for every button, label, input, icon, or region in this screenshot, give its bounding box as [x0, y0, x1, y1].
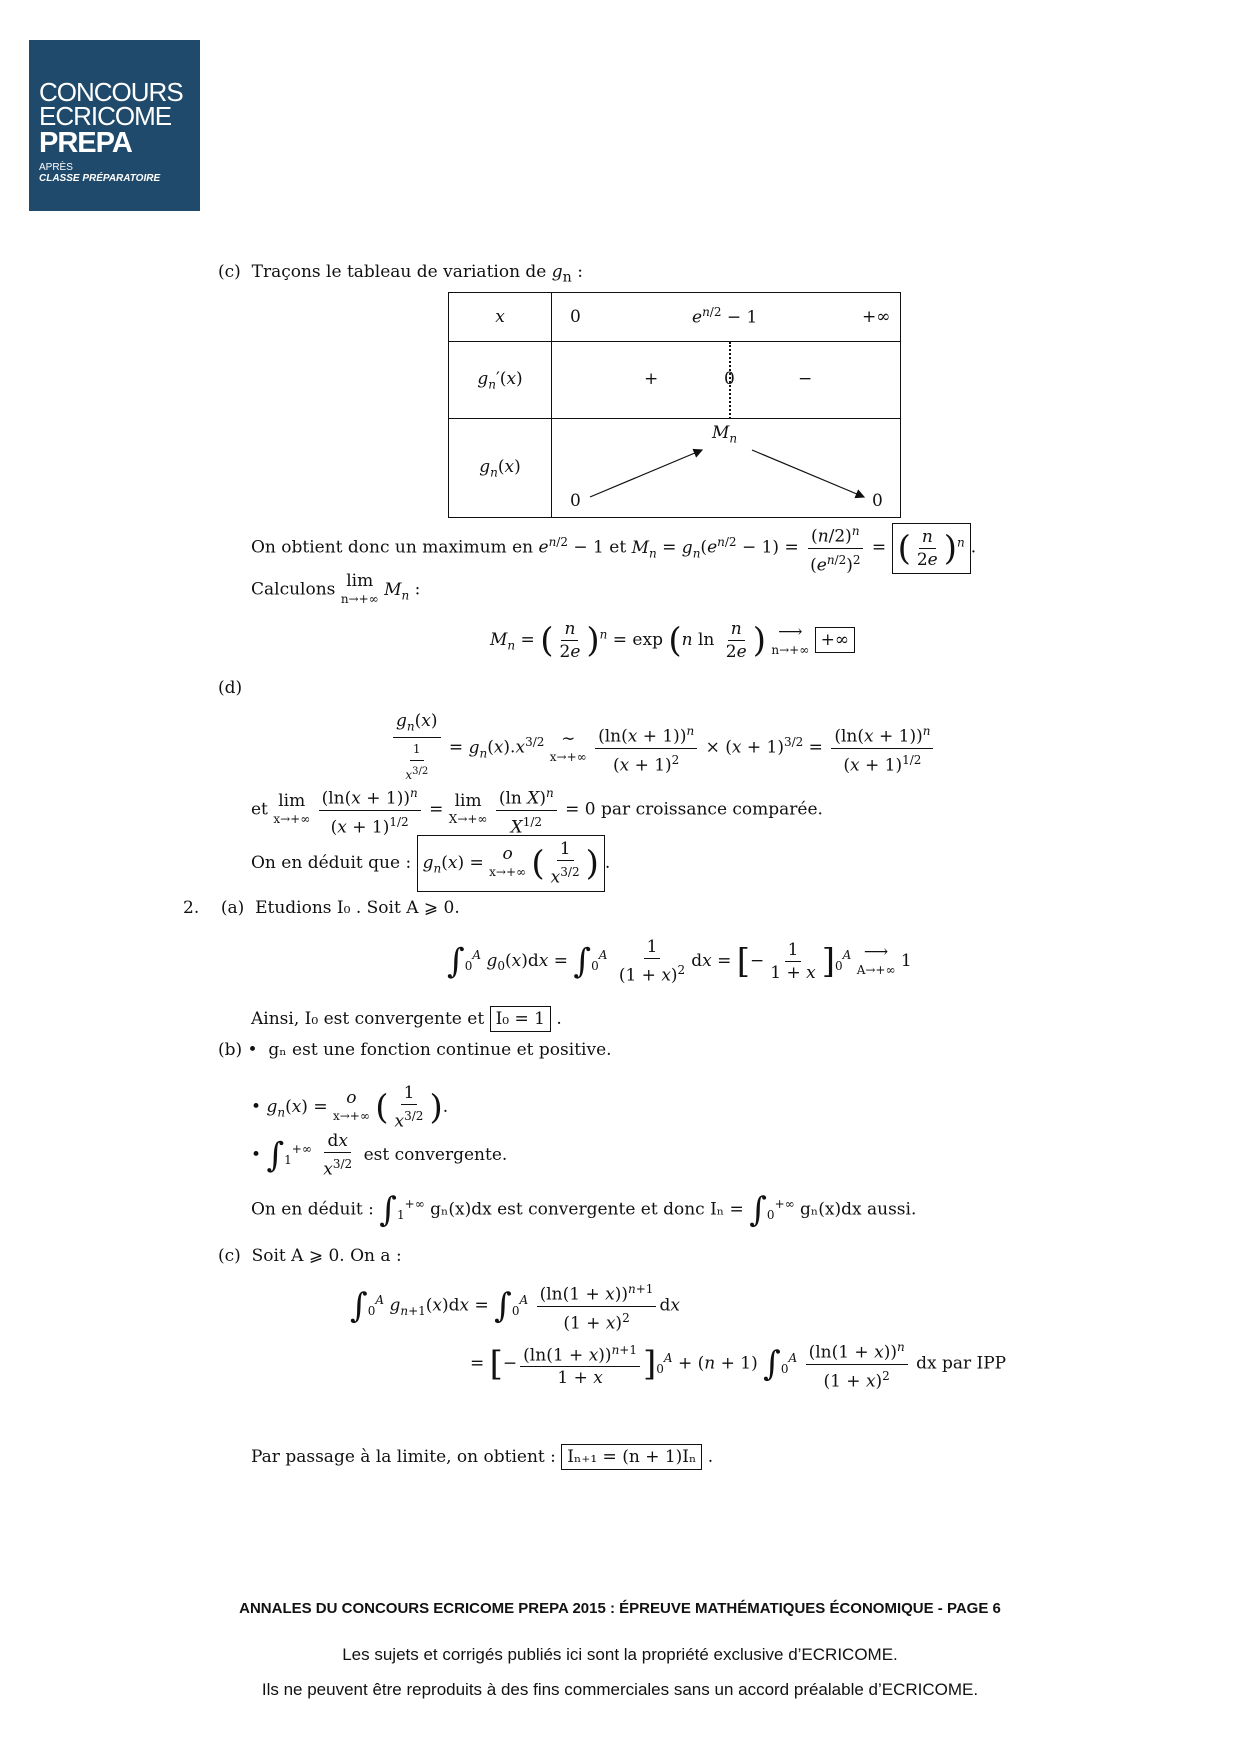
variation-arrows — [552, 419, 902, 518]
x-value: 0 — [570, 307, 581, 327]
table-row-label: $g_n(x)$ — [449, 419, 552, 518]
label: (c) — [218, 1246, 241, 1266]
lim: lim — [346, 571, 374, 591]
text: gₙ est une fonction continue et positive. — [268, 1040, 612, 1060]
text: On obtient donc un maximum en — [251, 537, 534, 558]
var: g — [551, 262, 563, 282]
ipp-line2: = [− $\frac{(\ln(1 + x))^{n+1}}{1 + x}$ ]$_0^A + (n + 1)$ $\int_0^A$ $\frac{(\ln(1 + x))^n}{(1 + x)^2}$ dx par IPP — [470, 1336, 1006, 1392]
footer-title: ANNALES DU CONCOURS ECRICOME PREPA 2015 : ÉPREUVE MATHÉMATIQUES ÉCONOMIQUE - PAGE 6 — [239, 1600, 1001, 1617]
zero: 0 — [724, 369, 735, 389]
text: gₙ(x)dx aussi. — [800, 1199, 917, 1220]
ainsi-line: Ainsi, I₀ est convergente et I₀ = 1 . — [251, 1006, 562, 1032]
table-cell — [552, 293, 901, 342]
text: x — [495, 307, 505, 327]
sign: − — [798, 369, 813, 389]
footer-line1: Les sujets et corrigés publiés ici sont la propriété exclusive d’ECRICOME. — [342, 1645, 898, 1664]
max-label: $M_n$ — [712, 423, 738, 446]
logo-line: CONCOURS — [39, 77, 183, 107]
section-d-label: (d) — [218, 678, 243, 698]
logo-line: CLASSE PRÉPARATOIRE — [39, 173, 161, 184]
footer-line2: Ils ne peuvent être reproduits à des fins commerciales sans un accord préalable d’ECRICOME. — [261, 1680, 979, 1699]
ecricome-logo — [29, 40, 200, 211]
table-row-label: $g_n'(x)$ — [449, 342, 552, 419]
x-value: $e^{n/2} - 1$ — [692, 305, 758, 328]
limit-Mn: $M_n$ = ( $\frac{n}{2e}$ )$^n$ = exp (n ln $\frac{n}{2e}$ ) ⟶ n→+∞ +∞ — [490, 618, 855, 663]
section-c-heading — [218, 262, 583, 285]
text: est convergente. — [363, 1144, 508, 1165]
b-item1: (b) • gₙ est une fonction continue et positive. — [218, 1040, 612, 1060]
end-value: 0 — [872, 491, 883, 511]
text: Etudions I₀ . Soit A ⩾ 0. — [255, 898, 460, 918]
logo-line: PREPA — [39, 127, 132, 159]
label: (b) — [218, 1040, 243, 1060]
boxed-result: I₀ = 1 — [490, 1006, 551, 1032]
x-value: +∞ — [862, 307, 891, 327]
number: 2. — [183, 898, 200, 918]
table-cell — [552, 342, 901, 419]
boxed-result: Iₙ₊₁ = (n + 1)Iₙ — [561, 1444, 702, 1470]
text: Soit A ⩾ 0. On a : — [251, 1246, 402, 1266]
deduit-line: On en déduit que : $g_n(x)$ = o x→+∞ ( $\frac{1}{x^{3/2}}$ ) . — [251, 835, 610, 892]
q2a-heading — [183, 898, 460, 918]
table-cell — [552, 419, 901, 518]
text: On en déduit : — [251, 1199, 374, 1220]
text: Par passage à la limite, on obtient : — [251, 1447, 556, 1467]
text: et — [609, 537, 627, 558]
c2-heading — [218, 1246, 402, 1266]
text: Traçons le tableau de variation de — [251, 262, 547, 282]
calc-lim-line: Calculons lim n→+∞ $M_n$ : — [251, 571, 421, 606]
sign: + — [644, 369, 659, 389]
b-item2: • $g_n(x)$ = o x→+∞ ( $\frac{1}{x^{3/2}}$ ). — [251, 1083, 449, 1132]
dotted-line — [729, 342, 731, 419]
text: On en déduit que : — [251, 852, 412, 873]
text: et — [251, 799, 268, 820]
logo-line: APRÈS — [39, 162, 73, 173]
sub: n — [562, 269, 572, 286]
maximum-line: On obtient donc un maximum en $e^{n/2} - 1$ et $M_n = g_n(e^{n/2} - 1)$ = $\frac{(n/2)^n}{(e^{n/2})^2}$ = ( $\frac{n}{2e}$ )$^n$ . — [251, 520, 976, 576]
table-row-label — [449, 293, 552, 342]
text: Calculons — [251, 579, 336, 600]
passage-line: Par passage à la limite, on obtient : Iₙ₊₁ = (n + 1)Iₙ . — [251, 1444, 713, 1470]
limit-line: et lim x→+∞ $\frac{(\ln(x + 1))^n}{(x + 1)^{1/2}}$ = lim X→+∞ $\frac{(\ln X)^n}{X^{1/2}}$ = 0 par croissance comparée. — [251, 782, 823, 838]
ipp-line1: $\int_0^A$ $g_{n+1}(x)dx = \int_0^A$ $\frac{(\ln(1 + x))^{n+1}}{(1 + x)^2}$ dx — [350, 1278, 680, 1334]
b-item3: • $\int_1^{+\infty}$ $\frac{dx}{x^{3/2}}$ est convergente. — [251, 1131, 508, 1180]
equivalent-line: $\frac{g_n(x)}{\frac{1}{x^{3/2}}}$ = $g_n(x).x^{3/2}$ ∼ x→+∞ $\frac{(\ln(x + 1))^n}{(x + 1)^2}$ × $(x + 1)^{3/2}$ = $\frac{(\ln(x + 1))^n}{(x + 1)^{1/2}}$ — [390, 710, 936, 786]
text: gₙ(x)dx est convergente et donc Iₙ = — [430, 1199, 744, 1220]
text: : — [577, 262, 583, 282]
lim-sub: n→+∞ — [340, 592, 379, 606]
b-deduit: On en déduit : $\int_1^{+\infty}$ gₙ(x)dx est convergente et donc $I_n = \int_0^{+\infty}$ gₙ(x)dx aussi. — [251, 1190, 917, 1230]
integral-I0: $\int_0^A$ $g_0(x)dx = \int_0^A$ $\frac{1}{(1 + x)^2}$ dx = [− $\frac{1}{1 + x}$ ]$_0^A$ ⟶ A→+∞ 1 — [447, 937, 912, 986]
text: dx par IPP — [916, 1353, 1007, 1374]
logo-line: ECRICOME — [39, 101, 172, 131]
label: (a) — [220, 898, 245, 918]
variation-table — [448, 292, 901, 518]
start-value: 0 — [570, 491, 581, 511]
text: Ainsi, I₀ est convergente et — [251, 1009, 485, 1029]
text: = 0 par croissance comparée. — [565, 799, 823, 820]
label: (c) — [218, 262, 241, 282]
